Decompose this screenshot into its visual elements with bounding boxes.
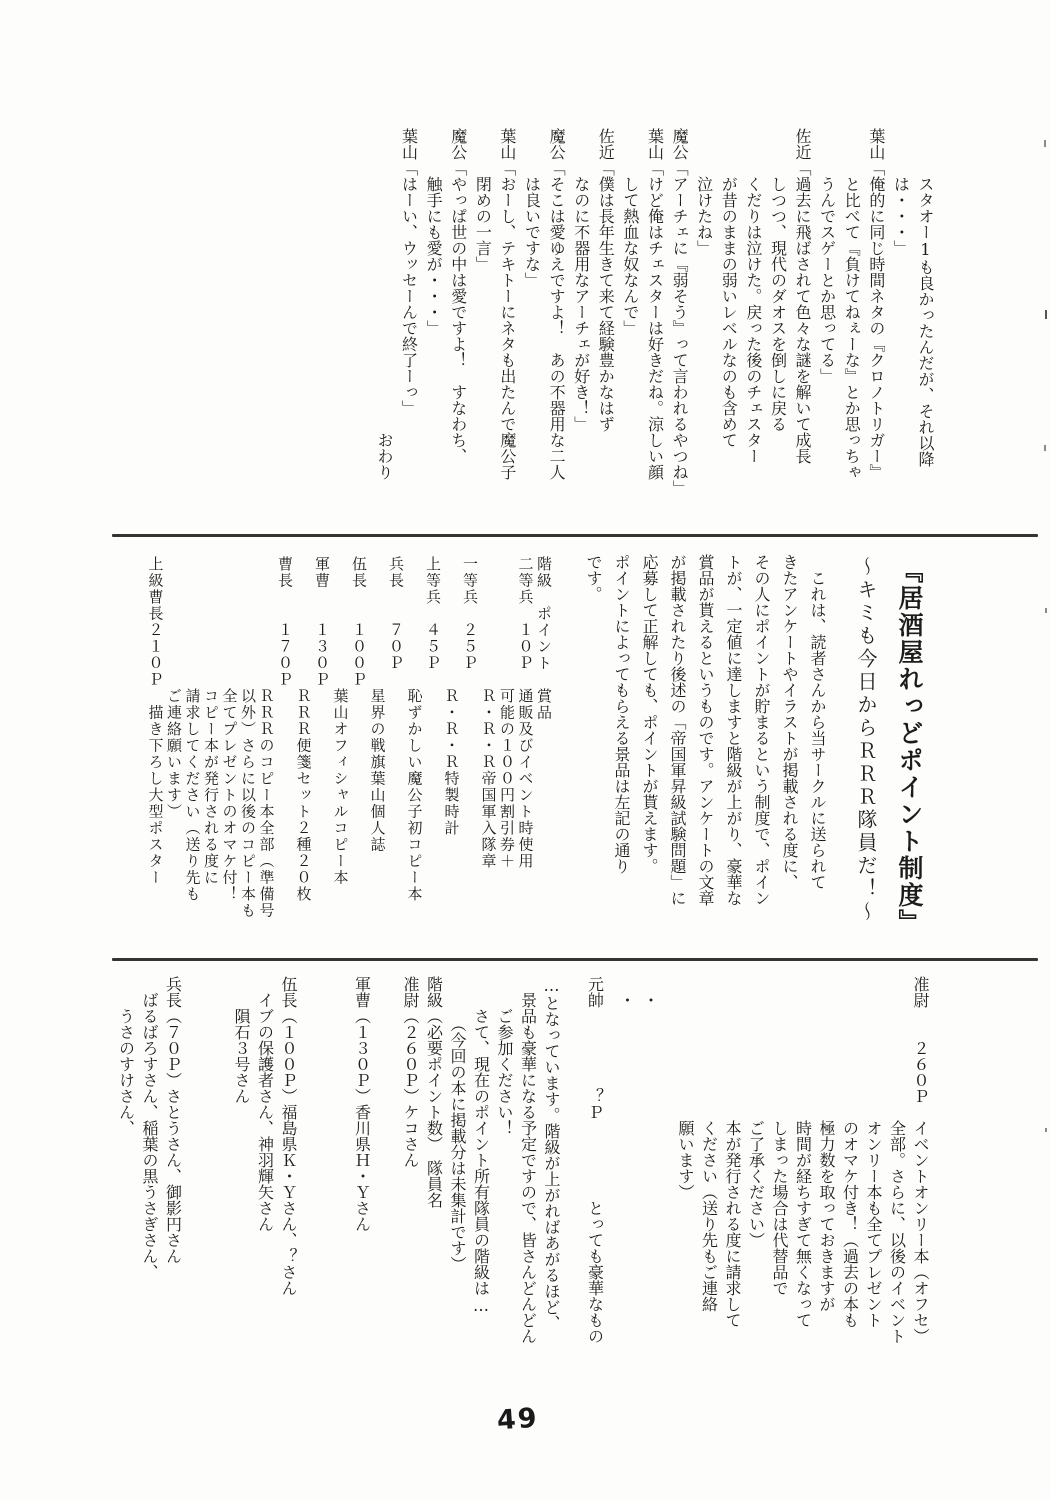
dialogue-text-column: 佐近「過去に飛ばされて色々な謎を解いて成長 <box>793 128 813 464</box>
rank-reward-column: 軍曹 １３０Ｐ <box>313 556 331 688</box>
dialogue-text-column: は・・・」 <box>891 128 911 256</box>
roster-text-column: 兵長（７０Ｐ）さとうさん、御影円さん <box>163 976 183 1264</box>
intro-text-column: が掲載されたり後述の「帝国軍昇級試験問題」に <box>668 554 687 906</box>
roster-text-column: ばるばろすさん、稲葉の黒うさぎさん、 <box>140 976 159 1280</box>
roster-text-column: ・ <box>617 976 636 1008</box>
roster-text-column: 階級（必要ポイント数） 隊員名 <box>424 976 444 1208</box>
rank-reward-column: Ｒ・Ｒ・Ｒ特製時計 <box>442 556 461 837</box>
scan-artifact <box>1045 1128 1047 1132</box>
roster-text-column: 隕石３号さん <box>232 976 251 1104</box>
roster-text-column: のオマケ付き！（過去の本も <box>840 976 860 1328</box>
scan-artifact <box>1044 140 1046 147</box>
roster-text-column: 願います） <box>676 976 695 1200</box>
rank-reward-column: 可能の１００円割引券＋ <box>498 556 516 870</box>
rank-reward-column: ＲＲＲ便箋セット２種２０枚 <box>294 556 313 903</box>
intro-text-column: 賞品が貰えるというものです。アンケートの文章 <box>696 554 715 906</box>
roster-text-column: イブの保護者さん、神羽輝矢さん <box>255 976 275 1232</box>
roster-text-column: しまった場合は代替品で <box>770 976 789 1296</box>
scan-artifact <box>1045 608 1047 613</box>
intro-text-column: きたアンケートやイラストが掲載される度に、 <box>780 554 799 890</box>
dialogue-text-column: 葉山「はーい、ウッセーんで終了ーっ」 <box>399 128 419 416</box>
dialogue-section <box>371 128 937 542</box>
dialogue-text-column: は良いですな」 <box>522 128 542 288</box>
rank-reward-column: 一等兵 ２５Ｐ <box>461 556 479 672</box>
roster-text-column: 元帥 ？Ｐ とっても豪華なもの <box>585 976 605 1344</box>
section-divider-top <box>112 534 1038 537</box>
rank-reward-column: 上等兵 ４５Ｐ <box>424 556 442 672</box>
dialogue-text-column: 閉めの一言」 <box>473 128 493 272</box>
dialogue-text-column: 葉山「俺的に同じ時間ネタの『クロノトリガー』 <box>866 128 886 480</box>
roster-text-column: ご了承ください） <box>746 976 766 1248</box>
intro-text-column: 応募して正解しても、ポイントが貰えます。 <box>640 554 659 874</box>
roster-text-column: 本が発行される度に請求して <box>723 976 742 1328</box>
rank-reward-column: 上級曹長２１０Ｐ 描き下ろし大型ポスター <box>146 556 165 886</box>
roster-text-column: ください（送り先もご連絡 <box>699 976 719 1312</box>
dialogue-text-column: して熱血な奴なんで」 <box>620 128 640 336</box>
page-number: 49 <box>495 1402 540 1437</box>
rank-reward-column: 葉山オフィシャルコピー本 <box>331 556 350 886</box>
intro-text-column: これは、読者さんから当サークルに送られて <box>808 554 827 890</box>
rank-rewards-table <box>146 556 553 919</box>
roster-text-column: 軍曹（１３０Ｐ）香川県Ｈ・Ｙさん <box>352 976 372 1232</box>
intro-text-column: ポイントによってもらえる景品は左記の通り <box>612 554 631 874</box>
roster-text-column: ご参加ください！ <box>495 976 514 1136</box>
dialogue-text-column: 魔公「やっぱ世の中は愛ですよ！ すなわち、 <box>448 128 468 464</box>
dialogue-text-column: 触手にも愛が・・・」 <box>424 128 444 336</box>
roster-text-column: 全部。さらに、以後のイベント <box>887 976 907 1344</box>
scan-artifact <box>1044 445 1046 451</box>
rank-reward-column: 階級 ポイント 賞品 <box>535 556 553 721</box>
dialogue-text-column: スタオー1も良かったんだが、それ以降 <box>916 128 935 467</box>
rank-reward-column: 恥ずかしい魔公子初コピー本 <box>405 556 424 903</box>
rank-reward-column: 曹長 １７０Ｐ <box>276 556 294 688</box>
roster-text-column: うさのすけさん、 <box>116 976 136 1136</box>
roster-text-column: 伍長（１００Ｐ）福島県Ｋ・Ｙさん、？さん <box>279 976 298 1296</box>
roster-text-column: さて、現在のポイント所有隊員の階級は… <box>471 976 491 1315</box>
ranks-roster-section <box>114 976 932 1416</box>
roster-text-column: 景品も豪華になる予定ですので、皆さんどんどん <box>518 976 538 1344</box>
roster-text-column: 准尉 ２６０Ｐ イベントオンリー本（オフセ） <box>911 976 930 1344</box>
roster-text-column: 極力数を取っておきますが <box>817 976 836 1312</box>
roster-text-column: …となっています。階級が上がればあがるほど、 <box>542 976 561 1331</box>
section-divider-bottom <box>112 958 1038 961</box>
intro-text-column: トが、一定値に達しますと階級が上がり、豪華な <box>724 554 743 906</box>
dialogue-text-column: 葉山「けど俺はチェスターは好きだね。涼しい顔 <box>645 128 665 480</box>
intro-text-column: その人にポイントが貯まるという制度で、ポイン <box>752 554 771 906</box>
dialogue-text-column: 佐近「僕は長年生きて来て経験豊かなはず <box>596 128 616 432</box>
roster-text-column: ・ <box>640 976 660 1008</box>
dialogue-text-column: おわり <box>374 128 394 480</box>
dialogue-text-column: が昔のままの弱いレベルなのも含めて <box>719 128 739 448</box>
dialogue-text-column: 葉山「おーし、テキトーにネタも出たんで魔公子 <box>497 128 517 480</box>
dialogue-text-column: うんでスゲーとか思ってる」 <box>817 128 837 384</box>
rank-reward-column: 全てプレゼントのオマケ付！ <box>220 556 239 903</box>
dialogue-text-column: 魔公「そこは愛ゆえですよ！ あの不器用な二人 <box>547 128 567 480</box>
rank-reward-column: コピー本が発行される度に <box>202 556 220 886</box>
dialogue-text-column: なのに不器用なアーチェが好き！」 <box>571 128 591 432</box>
roster-text-column: オンリー本も全てプレゼント <box>864 976 883 1328</box>
dialogue-text-column: くだりは泣けた。戻った後のチェスター <box>743 128 763 464</box>
scan-artifact <box>1045 310 1047 319</box>
dialogue-text-column: と比べて『負けてねぇーな』とか思っちゃ <box>842 128 862 480</box>
rank-reward-column: 伍長 １００Ｐ <box>350 556 368 688</box>
rank-reward-column: 請求してください（送り先も <box>183 556 202 903</box>
rank-reward-column: 以外）さらに以後のコピー本も <box>239 556 257 919</box>
points-system-subtitle: 〜キミも今日からＲＲＲ隊員だ！〜 <box>854 556 878 924</box>
rank-reward-column: Ｒ・Ｒ・Ｒ帝国軍入隊章 <box>479 556 498 870</box>
roster-text-column: （今回の本に掲載分は未集計です） <box>448 976 467 1272</box>
rank-reward-column: 兵長 ７０Ｐ <box>387 556 405 672</box>
dialogue-text-column: しつつ、現代のダオスを倒しに戻る <box>768 128 788 432</box>
rank-reward-column: 二等兵 １０Ｐ 通販及びイベント時使用 <box>516 556 535 870</box>
roster-text-column: 准尉（２６０Ｐ）ケコさん <box>401 976 420 1168</box>
dialogue-text-column: 魔公「アーチェに『弱そう』って言われるやつね」 <box>670 128 690 496</box>
points-system-title: 『居酒屋れっどポイント制度』 <box>895 558 924 936</box>
rank-reward-column: ＲＲＲのコピー本全部（準備号 <box>257 556 276 919</box>
intro-text-column: です。 <box>584 554 603 602</box>
rank-reward-column: 星界の戦旗葉山個人誌 <box>368 556 387 853</box>
dialogue-text-column: 泣けたね」 <box>694 128 714 256</box>
rank-reward-column: ご連絡願います） <box>165 556 183 820</box>
points-system-intro <box>579 554 831 956</box>
roster-text-column: 時間が経ちすぎて無くなって <box>793 976 813 1328</box>
